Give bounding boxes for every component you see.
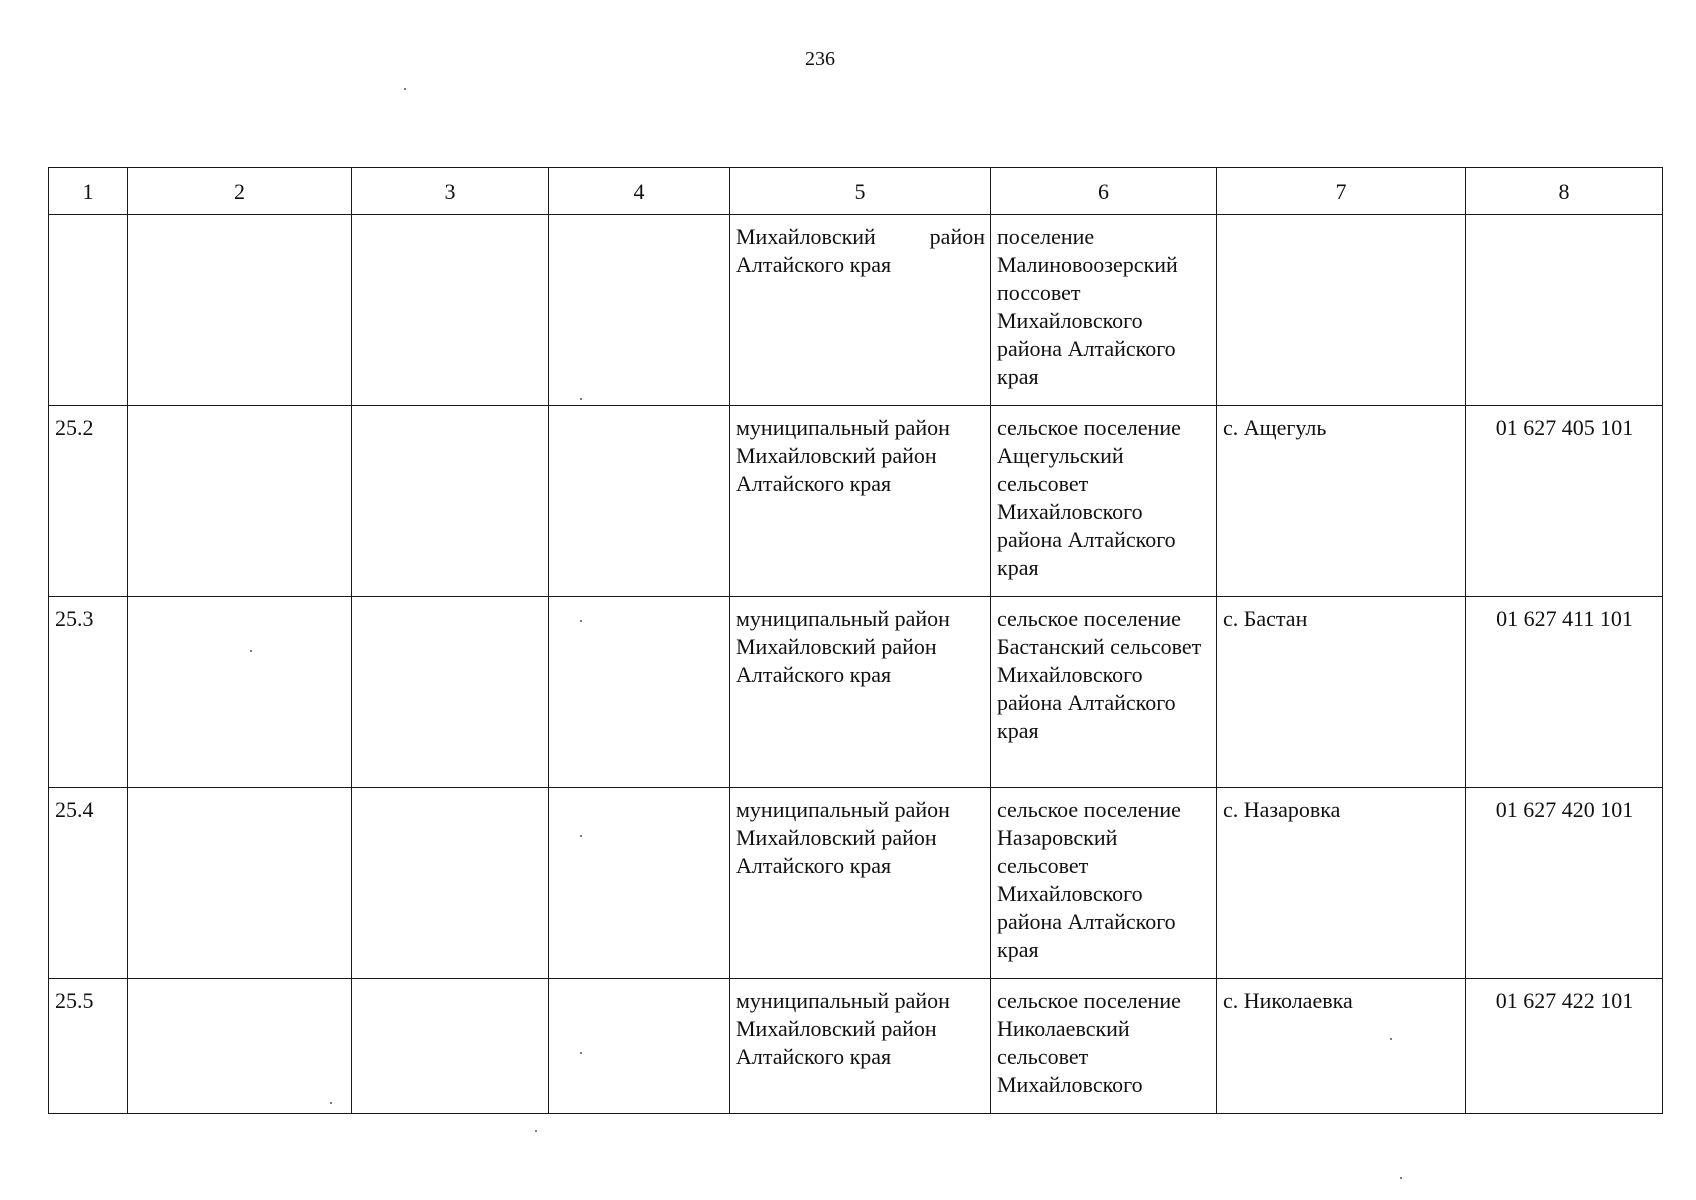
settlement-cell: сельское поселение Назаровский сельсовет Михайловского района Алтайского края (991, 788, 1217, 979)
scan-speck (580, 620, 582, 622)
column-header: 8 (1466, 168, 1663, 215)
column-2-cell (128, 788, 352, 979)
column-header: 7 (1217, 168, 1466, 215)
column-2-cell (128, 215, 352, 406)
column-header: 4 (549, 168, 730, 215)
column-header: 6 (991, 168, 1217, 215)
column-3-cell (352, 215, 549, 406)
locality-cell: с. Николаевка (1217, 979, 1466, 1114)
municipal-district-cell: муниципальный район Михайловский район Алтайского края (730, 597, 991, 788)
table-row (49, 406, 1663, 597)
register-table (48, 167, 1663, 1114)
row-number-cell: 25.3 (49, 597, 128, 788)
settlement-cell: сельское поселение Николаевский сельсовет Михайловского (991, 979, 1217, 1114)
column-2-cell (128, 406, 352, 597)
header-row (49, 168, 1663, 215)
scan-speck (250, 650, 252, 652)
code-cell: 01 627 405 101 (1466, 406, 1663, 597)
column-4-cell (549, 979, 730, 1114)
scan-speck (580, 1052, 582, 1054)
column-3-cell (352, 406, 549, 597)
scan-speck (1390, 1038, 1392, 1040)
municipal-district-cell: муниципальный район Михайловский район Алтайского края (730, 406, 991, 597)
municipal-district-cell: муниципальный район Михайловский район Алтайского края (730, 979, 991, 1114)
settlement-cell: сельское поселение Бастанский сельсовет Михайловского района Алтайского края (991, 597, 1217, 788)
municipal-district-cell: Михайловский район Алтайского края (730, 215, 991, 406)
code-cell: 01 627 422 101 (1466, 979, 1663, 1114)
column-4-cell (549, 406, 730, 597)
locality-cell: с. Назаровка (1217, 788, 1466, 979)
row-number-cell: 25.2 (49, 406, 128, 597)
column-4-cell (549, 788, 730, 979)
code-cell: 01 627 420 101 (1466, 788, 1663, 979)
settlement-cell: сельское поселение Ащегульский сельсовет Михайловского района Алтайского края (991, 406, 1217, 597)
column-3-cell (352, 979, 549, 1114)
column-2-cell (128, 597, 352, 788)
page-number: 236 (805, 48, 835, 70)
settlement-cell: поселение Малиновоозерский поссовет Михайловского района Алтайского края (991, 215, 1217, 406)
scan-speck (1400, 1177, 1402, 1179)
municipal-district-cell: муниципальный район Михайловский район Алтайского края (730, 788, 991, 979)
column-header: 1 (49, 168, 128, 215)
scan-speck (404, 88, 406, 90)
scan-speck (330, 1102, 332, 1104)
row-number-cell: 25.5 (49, 979, 128, 1114)
table-row (49, 215, 1663, 406)
row-number-cell: 25.4 (49, 788, 128, 979)
code-cell (1466, 215, 1663, 406)
column-2-cell (128, 979, 352, 1114)
column-header: 3 (352, 168, 549, 215)
table-row (49, 597, 1663, 788)
table-row (49, 788, 1663, 979)
column-3-cell (352, 788, 549, 979)
scan-speck (535, 1130, 537, 1132)
locality-cell: с. Бастан (1217, 597, 1466, 788)
row-number-cell (49, 215, 128, 406)
code-cell: 01 627 411 101 (1466, 597, 1663, 788)
column-4-cell (549, 215, 730, 406)
column-header: 5 (730, 168, 991, 215)
table-row (49, 979, 1663, 1114)
column-header: 2 (128, 168, 352, 215)
column-3-cell (352, 597, 549, 788)
scan-speck (580, 835, 582, 837)
locality-cell: с. Ащегуль (1217, 406, 1466, 597)
scan-speck (580, 398, 582, 400)
column-4-cell (549, 597, 730, 788)
locality-cell (1217, 215, 1466, 406)
